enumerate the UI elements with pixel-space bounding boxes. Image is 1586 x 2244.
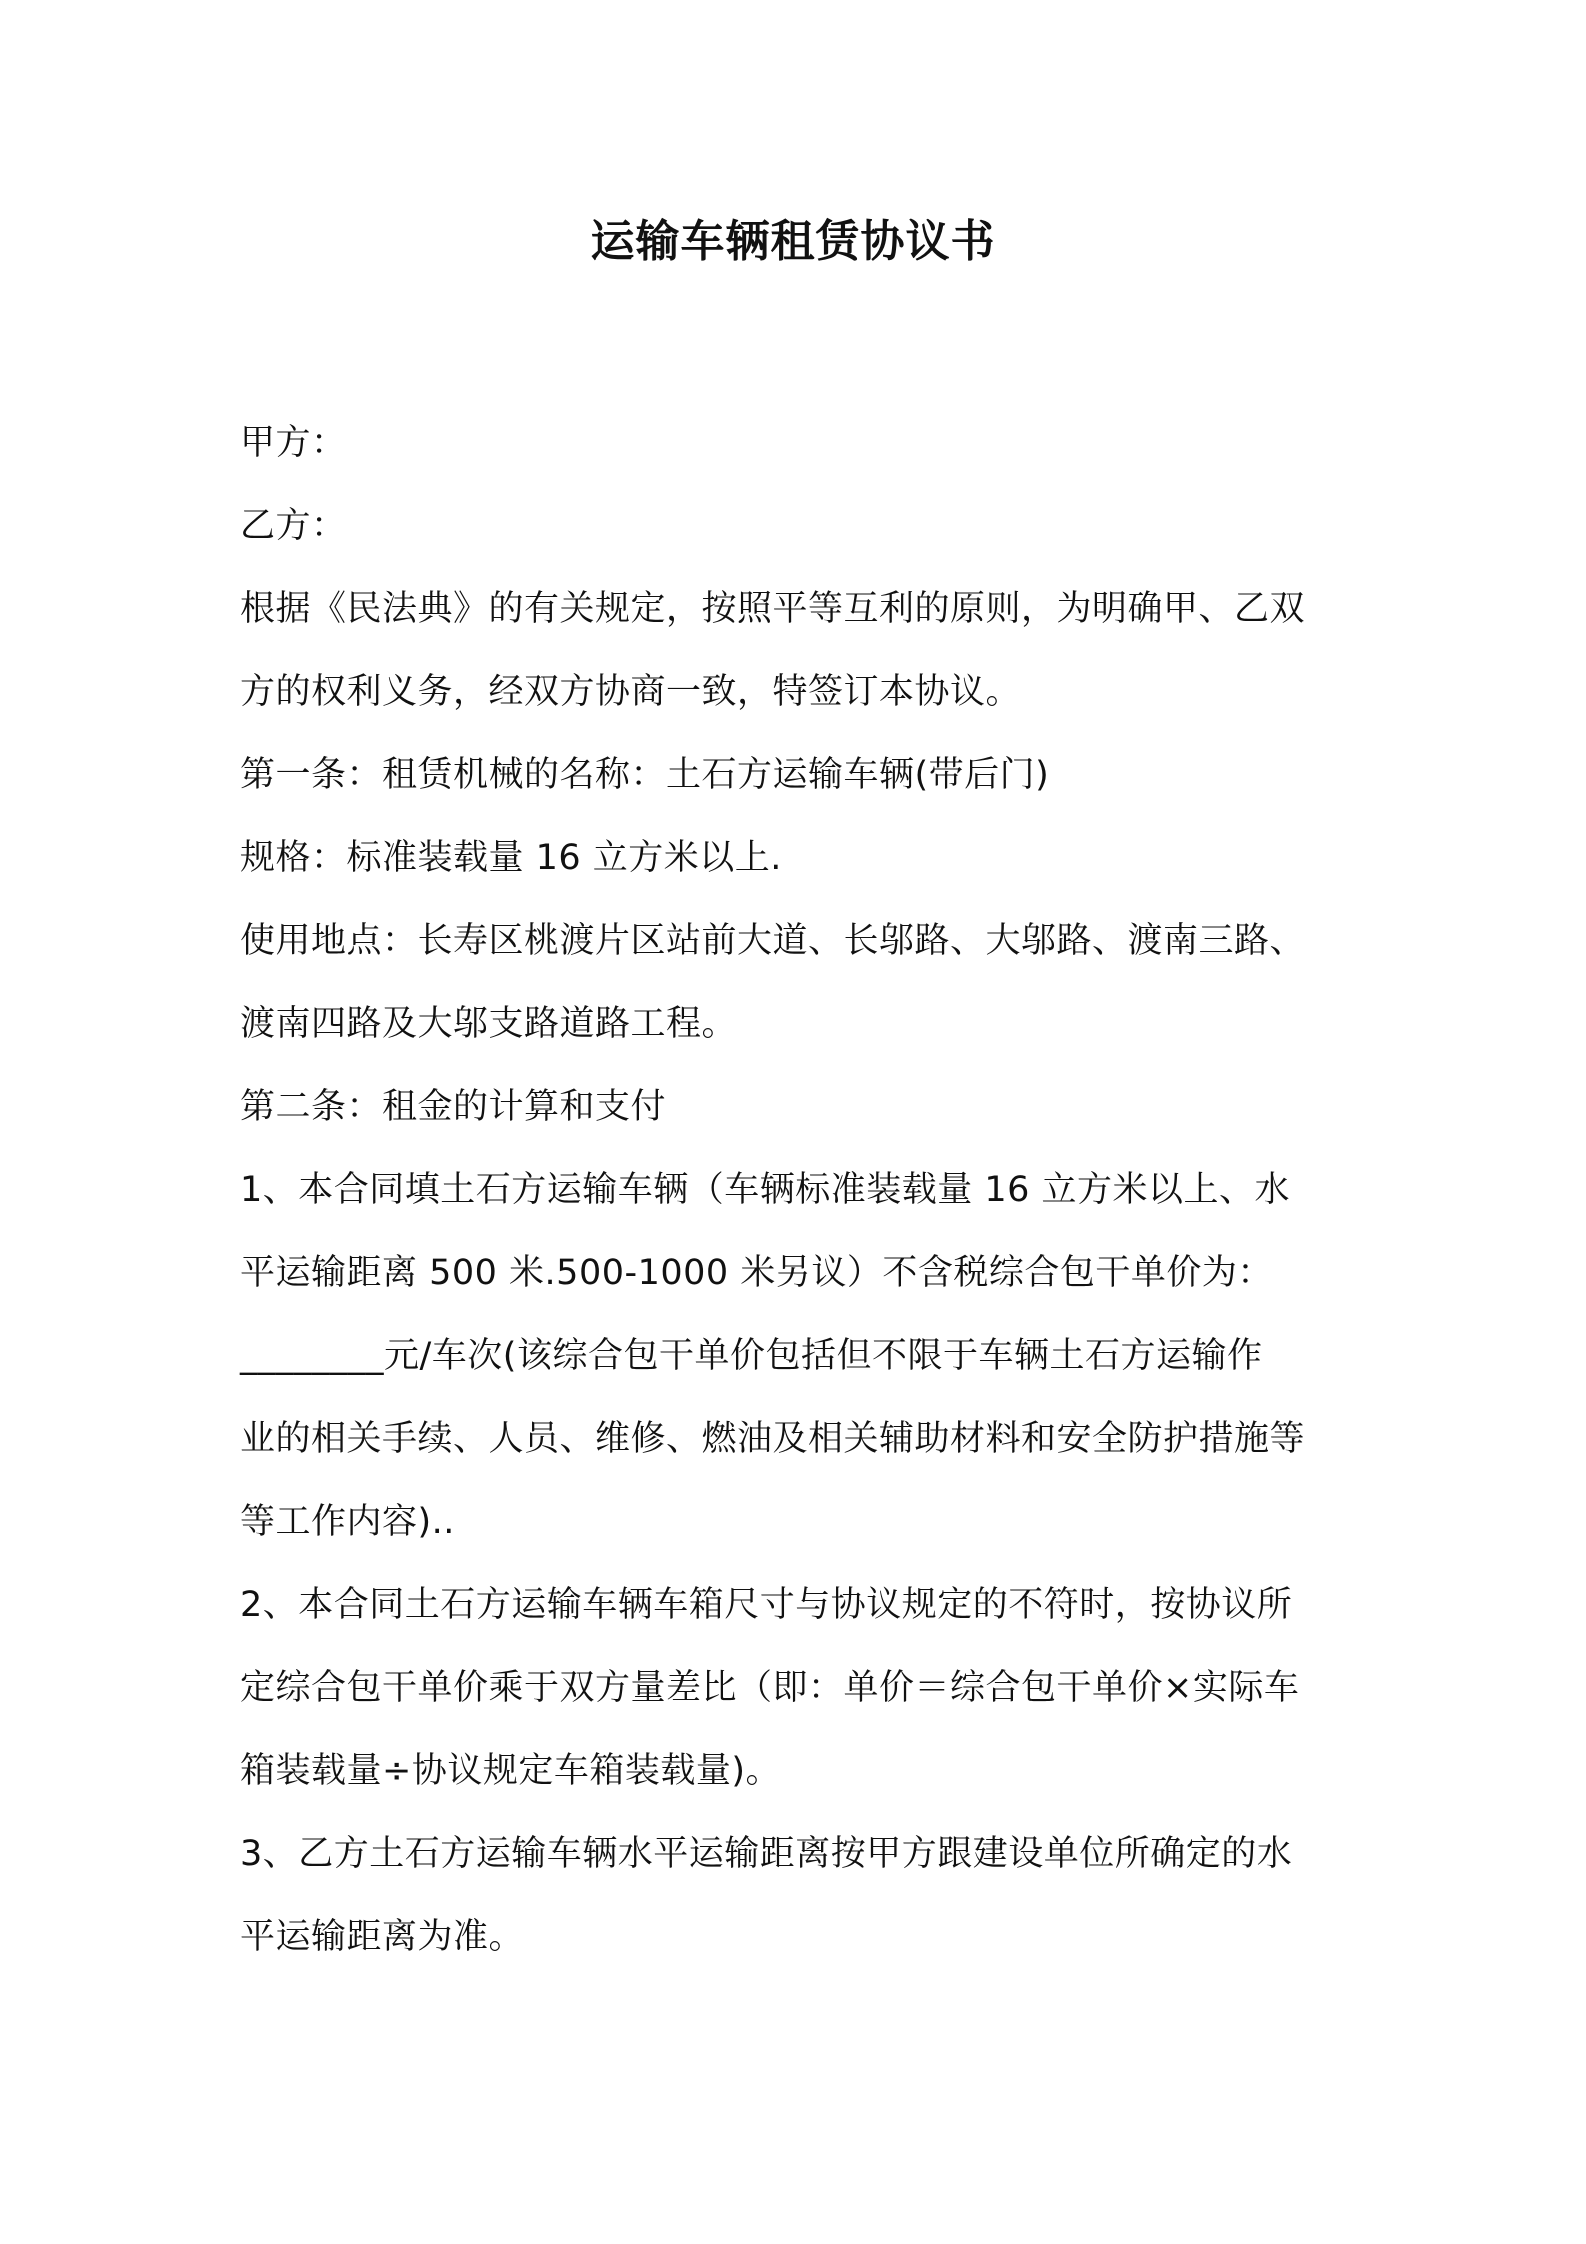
- text-line: 第二条：租金的计算和支付: [240, 1087, 667, 1127]
- location-paragraph: [240, 900, 1350, 1066]
- text-line: 方的权利义务，经双方协商一致，特签订本协议。: [240, 672, 1022, 712]
- text-line: 平运输距离 500 米.500-1000 米另议）不含税综合包干单价为：: [240, 1253, 1273, 1293]
- text-line: ________元/车次(该综合包干单价包括但不限于车辆土石方运输作: [240, 1336, 1263, 1376]
- party-a-line: [240, 402, 1350, 485]
- text-line: 箱装载量÷协议规定车箱装载量)。: [240, 1751, 781, 1791]
- article-two-heading: [240, 1066, 1350, 1149]
- document-title: 运输车辆租赁协议书: [590, 216, 996, 267]
- clause-1-paragraph: [240, 1149, 1350, 1564]
- party-b-line: [240, 485, 1350, 568]
- preamble-paragraph: [240, 568, 1350, 734]
- text-line: 使用地点：长寿区桃渡片区站前大道、长邬路、大邬路、渡南三路、: [240, 921, 1306, 961]
- text-line: 1、本合同填土石方运输车辆（车辆标准装载量 16 立方米以上、水: [240, 1170, 1291, 1210]
- clause-3-paragraph: [240, 1813, 1350, 1979]
- text-line: 规格：标准装载量 16 立方米以上.: [240, 838, 782, 878]
- text-line: 甲方：: [240, 423, 347, 463]
- specification-line: [240, 817, 1350, 900]
- text-line: 平运输距离为准。: [240, 1917, 525, 1957]
- text-line: 等工作内容)..: [240, 1502, 455, 1542]
- text-line: 渡南四路及大邬支路道路工程。: [240, 1004, 738, 1044]
- text-line: 第一条：租赁机械的名称：土石方运输车辆(带后门): [240, 755, 1050, 795]
- article-one-heading: [240, 734, 1350, 817]
- text-line: 根据《民法典》的有关规定，按照平等互利的原则，为明确甲、乙双: [240, 589, 1306, 629]
- document-body: [240, 402, 1350, 1979]
- text-line: 定综合包干单价乘于双方量差比（即：单价＝综合包干单价×实际车: [240, 1668, 1300, 1708]
- text-line: 业的相关手续、人员、维修、燃油及相关辅助材料和安全防护措施等: [240, 1419, 1306, 1459]
- text-line: 2、本合同土石方运输车辆车箱尺寸与协议规定的不符时，按协议所: [240, 1585, 1293, 1625]
- text-line: 3、乙方土石方运输车辆水平运输距离按甲方跟建设单位所确定的水: [240, 1834, 1293, 1874]
- clause-2-paragraph: [240, 1564, 1350, 1813]
- text-line: 乙方：: [240, 506, 347, 546]
